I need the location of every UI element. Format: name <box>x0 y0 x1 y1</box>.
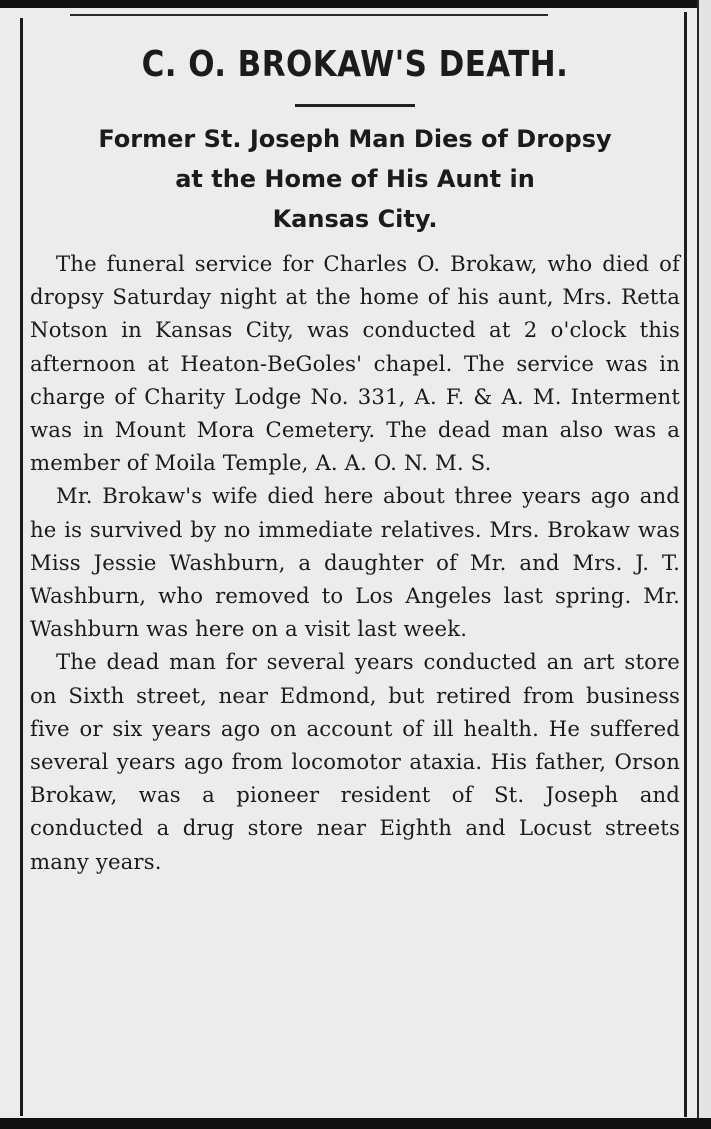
story-body <box>30 247 680 878</box>
paragraph: Mr. Brokaw's wife died here about three years ago and he is survived by no immediate relatives. Mrs. Brokaw was Miss Jessie Washburn, a daughter of Mr. and Mrs. J. T. Washburn, who removed to Los Angeles last spring. Mr. Washburn was here on a visit last week. <box>30 483 680 642</box>
deck <box>30 119 680 239</box>
scan-bottom-border <box>0 1118 711 1129</box>
column-left-rule <box>20 18 23 1116</box>
paragraph: The dead man for several years conducted an art store on Sixth street, near Edmond, but retired from business five or six years ago on account of ill health. He suffered several years ago from locomotor ataxia. His father, Orson Brokaw, was a pioneer resident of St. Joseph and conducted a drug store near Eighth and Locust streets many years. <box>30 649 680 874</box>
deck-line: Former St. Joseph Man Dies of Dropsy <box>98 125 612 153</box>
deck-line: at the Home of His Aunt in <box>175 165 535 193</box>
scan-top-border <box>0 0 711 8</box>
headline-divider <box>295 104 415 107</box>
deck-line: Kansas City. <box>272 205 438 233</box>
column-top-rule <box>70 14 548 16</box>
article <box>30 30 680 878</box>
paragraph: The funeral service for Charles O. Brokaw, who died of dropsy Saturday night at the home of his aunt, Mrs. Retta Notson in Kansas City, was conducted at 2 o'clock this afternoon at Heaton-BeGoles' chapel. The service was in charge of Charity Lodge No. 331, A. F. & A. M. Interment was in Mount Mora Cemetery. The dead man also was a member of Moila Temple, A. A. O. N. M. S. <box>30 251 680 476</box>
column-right-rule <box>684 12 687 1117</box>
scan-right-border <box>697 0 711 1129</box>
headline: C. O. BROKAW'S DEATH. <box>141 44 569 85</box>
